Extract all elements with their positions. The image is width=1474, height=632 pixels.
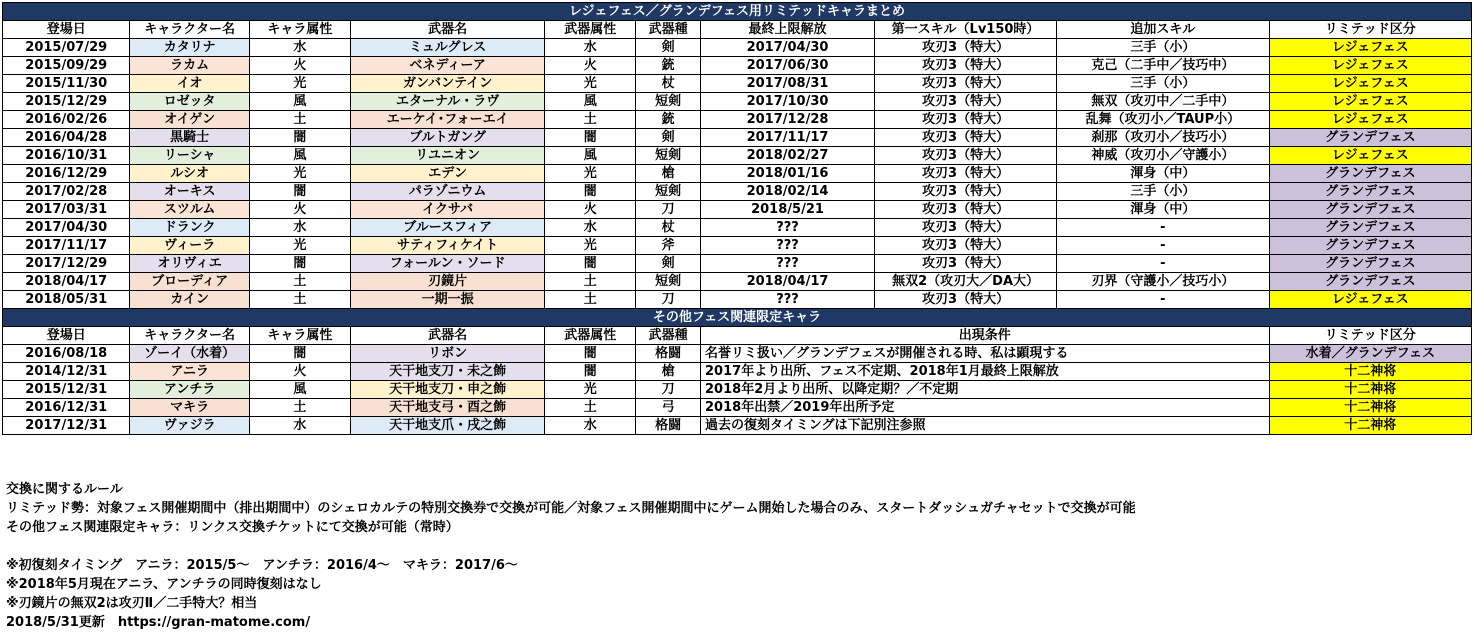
note-line: ※初復刻タイミング アニラ：2015/5～ アンチラ：2016/4～ マキラ：2017/6～ [6, 558, 518, 573]
character-element: 光 [249, 237, 350, 255]
first-skill: 攻刃3（特大） [875, 75, 1057, 93]
first-skill: 攻刃3（特大） [875, 201, 1057, 219]
limited-category: グランデフェス [1269, 201, 1471, 219]
column-header: 武器名 [351, 327, 545, 345]
table-row [3, 183, 1472, 201]
character-name: オイゲン [130, 111, 249, 129]
character-name: ブローディア [130, 273, 249, 291]
limited-category: グランデフェス [1269, 219, 1471, 237]
limited-category: レジェフェス [1269, 93, 1471, 111]
final-uncap-date: 2018/01/16 [701, 165, 875, 183]
release-date: 2017/11/17 [3, 237, 130, 255]
note-line: その他フェス関連限定キャラ：リンクス交換チケットにて交換が可能（常時） [6, 520, 459, 535]
column-header: リミテッド区分 [1269, 21, 1471, 39]
added-skill: - [1057, 219, 1269, 237]
limited-category: 十二神将 [1269, 417, 1471, 435]
table-row [3, 129, 1472, 147]
final-uncap-date: 2018/5/21 [701, 201, 875, 219]
weapon-name: ベネディーア [351, 57, 545, 75]
added-skill: 乱舞（攻刃小／TAUP小） [1057, 111, 1269, 129]
weapon-name: 一期一振 [351, 291, 545, 309]
weapon-element: 風 [545, 93, 636, 111]
note-line: ※2018年5月現在アニラ、アンチラの同時復刻はなし [6, 577, 322, 592]
table-row [3, 219, 1472, 237]
table-row [3, 147, 1472, 165]
notes-section [6, 480, 1136, 632]
weapon-name: フォールン・ソード [351, 255, 545, 273]
character-name: マキラ [130, 399, 249, 417]
table-title-row [3, 3, 1472, 21]
column-header: 登場日 [3, 21, 130, 39]
weapon-type: 短剣 [636, 93, 701, 111]
character-name: ルシオ [130, 165, 249, 183]
final-uncap-date: ??? [701, 237, 875, 255]
limited-category: レジェフェス [1269, 75, 1471, 93]
weapon-type: 杖 [636, 75, 701, 93]
weapon-name: エデン [351, 165, 545, 183]
added-skill: 克己（二手中／技巧中） [1057, 57, 1269, 75]
weapon-element: 闇 [545, 129, 636, 147]
note-line: 2018/5/31更新 https://gran-matome.com/ [6, 615, 311, 630]
weapon-type: 短剣 [636, 147, 701, 165]
appearance-condition: 名誉リミ扱い／グランデフェスが開催される時、私は顕現する [701, 345, 1270, 363]
character-element: 土 [249, 273, 350, 291]
added-skill: 渾身（中） [1057, 165, 1269, 183]
limited-category: レジェフェス [1269, 291, 1471, 309]
column-header: キャラ属性 [249, 21, 350, 39]
table-row [3, 345, 1472, 363]
weapon-element: 光 [545, 237, 636, 255]
character-name: アンチラ [130, 381, 249, 399]
added-skill: 無双（攻刃中／二手中） [1057, 93, 1269, 111]
final-uncap-date: ??? [701, 255, 875, 273]
character-element: 闇 [249, 255, 350, 273]
column-header: 武器種 [636, 21, 701, 39]
character-name: オーキス [130, 183, 249, 201]
release-date: 2017/12/31 [3, 417, 130, 435]
column-header: キャラクター名 [130, 327, 249, 345]
weapon-name: ブルトガング [351, 129, 545, 147]
release-date: 2017/03/31 [3, 201, 130, 219]
column-header: 武器属性 [545, 21, 636, 39]
character-element: 土 [249, 291, 350, 309]
weapon-element: 闇 [545, 255, 636, 273]
final-uncap-date: 2017/11/17 [701, 129, 875, 147]
weapon-element: 火 [545, 57, 636, 75]
weapon-type: 銃 [636, 111, 701, 129]
character-name: ゾーイ（水着） [130, 345, 249, 363]
note-line [6, 537, 1136, 556]
first-skill: 無双2（攻刃大／DA大） [875, 273, 1057, 291]
character-element: 水 [249, 417, 350, 435]
limited-category: 十二神将 [1269, 399, 1471, 417]
limited-category: レジェフェス [1269, 147, 1471, 165]
weapon-element: 光 [545, 165, 636, 183]
character-name: スツルム [130, 201, 249, 219]
character-name: カイン [130, 291, 249, 309]
weapon-element: 光 [545, 75, 636, 93]
weapon-element: 水 [545, 417, 636, 435]
weapon-type: 格闘 [636, 345, 701, 363]
character-name: リーシャ [130, 147, 249, 165]
appearance-condition: 2018年2月より出所、以降定期？／不定期 [701, 381, 1270, 399]
final-uncap-date: 2017/10/30 [701, 93, 875, 111]
final-uncap-date: 2017/04/30 [701, 39, 875, 57]
release-date: 2015/12/31 [3, 381, 130, 399]
final-uncap-date: ??? [701, 219, 875, 237]
character-element: 光 [249, 165, 350, 183]
weapon-type: 剣 [636, 255, 701, 273]
weapon-type: 剣 [636, 129, 701, 147]
limited-characters-table [2, 2, 1472, 435]
character-name: ラカム [130, 57, 249, 75]
release-date: 2015/09/29 [3, 57, 130, 75]
table-row [3, 417, 1472, 435]
limited-category: グランデフェス [1269, 183, 1471, 201]
character-element: 風 [249, 147, 350, 165]
release-date: 2016/10/31 [3, 147, 130, 165]
limited-category: レジェフェス [1269, 39, 1471, 57]
table-title: レジェフェス／グランデフェス用リミテッドキャラまとめ [3, 3, 1472, 21]
table-row [3, 255, 1472, 273]
first-skill: 攻刃3（特大） [875, 93, 1057, 111]
character-element: 闇 [249, 183, 350, 201]
weapon-name: リボン [351, 345, 545, 363]
added-skill: 渾身（中） [1057, 201, 1269, 219]
final-uncap-date: ??? [701, 291, 875, 309]
limited-category: グランデフェス [1269, 255, 1471, 273]
character-name: ドランク [130, 219, 249, 237]
limited-category: 十二神将 [1269, 363, 1471, 381]
release-date: 2017/02/28 [3, 183, 130, 201]
weapon-name: 天干地支刀・申之飾 [351, 381, 545, 399]
header-row [3, 327, 1472, 345]
column-header: 武器種 [636, 327, 701, 345]
weapon-type: 格闘 [636, 417, 701, 435]
first-skill: 攻刃3（特大） [875, 291, 1057, 309]
note-line: ※刃鏡片の無双2は攻刃Ⅱ／二手特大？相当 [6, 596, 258, 611]
final-uncap-date: 2017/12/28 [701, 111, 875, 129]
weapon-name: ガンバンテイン [351, 75, 545, 93]
weapon-name: 天干地支爪・戌之飾 [351, 417, 545, 435]
character-element: 闇 [249, 129, 350, 147]
table-row [3, 381, 1472, 399]
added-skill: - [1057, 291, 1269, 309]
release-date: 2015/12/29 [3, 93, 130, 111]
column-header: 登場日 [3, 327, 130, 345]
appearance-condition: 2018年出禁／2019年出所予定 [701, 399, 1270, 417]
weapon-name: ミュルグレス [351, 39, 545, 57]
weapon-type: 剣 [636, 39, 701, 57]
column-header: 武器属性 [545, 327, 636, 345]
limited-category: グランデフェス [1269, 165, 1471, 183]
weapon-type: 刀 [636, 381, 701, 399]
weapon-type: 銃 [636, 57, 701, 75]
final-uncap-date: 2018/02/14 [701, 183, 875, 201]
release-date: 2016/12/29 [3, 165, 130, 183]
limited-category: グランデフェス [1269, 237, 1471, 255]
weapon-type: 槍 [636, 363, 701, 381]
release-date: 2015/07/29 [3, 39, 130, 57]
character-element: 土 [249, 399, 350, 417]
weapon-name: イクサバ [351, 201, 545, 219]
column-header: キャラクター名 [130, 21, 249, 39]
character-name: ヴィーラ [130, 237, 249, 255]
character-element: 光 [249, 75, 350, 93]
weapon-element: 水 [545, 39, 636, 57]
weapon-element: 土 [545, 291, 636, 309]
weapon-name: ブルースフィア [351, 219, 545, 237]
weapon-name: リユニオン [351, 147, 545, 165]
release-date: 2016/08/18 [3, 345, 130, 363]
character-element: 火 [249, 363, 350, 381]
weapon-type: 刀 [636, 201, 701, 219]
weapon-element: 風 [545, 147, 636, 165]
added-skill: - [1057, 255, 1269, 273]
weapon-element: 土 [545, 399, 636, 417]
release-date: 2014/12/31 [3, 363, 130, 381]
character-name: 黒騎士 [130, 129, 249, 147]
weapon-type: 弓 [636, 399, 701, 417]
first-skill: 攻刃3（特大） [875, 237, 1057, 255]
column-header: 最終上限解放 [701, 21, 875, 39]
release-date: 2016/04/28 [3, 129, 130, 147]
column-header: 第一スキル（Lv150時） [875, 21, 1057, 39]
character-name: ロゼッタ [130, 93, 249, 111]
added-skill: 三手（小） [1057, 75, 1269, 93]
weapon-element: 光 [545, 381, 636, 399]
limited-category: 十二神将 [1269, 381, 1471, 399]
weapon-name: エターナル・ラヴ [351, 93, 545, 111]
notes-heading: 交換に関するルール [6, 482, 123, 497]
weapon-name: パラゾニウム [351, 183, 545, 201]
weapon-name: サティフィケイト [351, 237, 545, 255]
weapon-name: エーケイ･フォーエイ [351, 111, 545, 129]
first-skill: 攻刃3（特大） [875, 219, 1057, 237]
limited-category: 水着／グランデフェス [1269, 345, 1471, 363]
weapon-element: 闇 [545, 345, 636, 363]
table-row [3, 237, 1472, 255]
table-row [3, 201, 1472, 219]
weapon-type: 杖 [636, 219, 701, 237]
final-uncap-date: 2018/02/27 [701, 147, 875, 165]
table-row [3, 363, 1472, 381]
limited-category: レジェフェス [1269, 57, 1471, 75]
appearance-condition: 2017年より出所、フェス不定期、2018年1月最終上限解放 [701, 363, 1270, 381]
character-name: イオ [130, 75, 249, 93]
character-element: 闇 [249, 345, 350, 363]
limited-category: グランデフェス [1269, 273, 1471, 291]
added-skill: - [1057, 237, 1269, 255]
table-row [3, 93, 1472, 111]
character-name: カタリナ [130, 39, 249, 57]
weapon-type: 槍 [636, 165, 701, 183]
column-header: 追加スキル [1057, 21, 1269, 39]
table-row [3, 399, 1472, 417]
appearance-condition: 過去の復刻タイミングは下記別注参照 [701, 417, 1270, 435]
character-name: ヴァジラ [130, 417, 249, 435]
section-title-row [3, 309, 1472, 327]
weapon-name: 刃鏡片 [351, 273, 545, 291]
character-element: 火 [249, 201, 350, 219]
table-row [3, 39, 1472, 57]
character-element: 水 [249, 39, 350, 57]
note-line: リミテッド勢：対象フェス開催期間中（排出期間中）のシェロカルテの特別交換券で交換が可能／対象フェス開催期間中にゲーム開始した場合のみ、スタートダッシュガチャセットで交換が可能 [6, 501, 1136, 516]
character-name: オリヴィエ [130, 255, 249, 273]
first-skill: 攻刃3（特大） [875, 57, 1057, 75]
table-row [3, 111, 1472, 129]
release-date: 2016/02/26 [3, 111, 130, 129]
weapon-element: 土 [545, 273, 636, 291]
added-skill: 三手（小） [1057, 39, 1269, 57]
weapon-type: 短剣 [636, 273, 701, 291]
column-header: リミテッド区分 [1269, 327, 1471, 345]
table-row [3, 165, 1472, 183]
table-row [3, 75, 1472, 93]
release-date: 2018/05/31 [3, 291, 130, 309]
weapon-element: 闇 [545, 363, 636, 381]
added-skill: 刃界（守護小／技巧小） [1057, 273, 1269, 291]
weapon-element: 火 [545, 201, 636, 219]
table-row [3, 57, 1472, 75]
character-element: 火 [249, 57, 350, 75]
first-skill: 攻刃3（特大） [875, 111, 1057, 129]
final-uncap-date: 2018/04/17 [701, 273, 875, 291]
weapon-element: 闇 [545, 183, 636, 201]
weapon-name: 天干地支弓・酉之飾 [351, 399, 545, 417]
first-skill: 攻刃3（特大） [875, 147, 1057, 165]
weapon-element: 水 [545, 219, 636, 237]
final-uncap-date: 2017/08/31 [701, 75, 875, 93]
weapon-name: 天干地支刀・未之飾 [351, 363, 545, 381]
release-date: 2016/12/31 [3, 399, 130, 417]
section-title: その他フェス関連限定キャラ [3, 309, 1472, 327]
added-skill: 刹那（攻刃小／技巧小） [1057, 129, 1269, 147]
first-skill: 攻刃3（特大） [875, 39, 1057, 57]
character-element: 風 [249, 381, 350, 399]
column-header: キャラ属性 [249, 327, 350, 345]
character-element: 水 [249, 219, 350, 237]
weapon-type: 刀 [636, 291, 701, 309]
first-skill: 攻刃3（特大） [875, 165, 1057, 183]
table-row [3, 273, 1472, 291]
added-skill: 神威（攻刃小／守護小） [1057, 147, 1269, 165]
column-header: 武器名 [351, 21, 545, 39]
character-element: 風 [249, 93, 350, 111]
character-element: 土 [249, 111, 350, 129]
first-skill: 攻刃3（特大） [875, 255, 1057, 273]
release-date: 2015/11/30 [3, 75, 130, 93]
weapon-type: 短剣 [636, 183, 701, 201]
table-row [3, 291, 1472, 309]
weapon-element: 土 [545, 111, 636, 129]
first-skill: 攻刃3（特大） [875, 183, 1057, 201]
added-skill: 三手（小） [1057, 183, 1269, 201]
release-date: 2017/12/29 [3, 255, 130, 273]
character-name: アニラ [130, 363, 249, 381]
release-date: 2018/04/17 [3, 273, 130, 291]
release-date: 2017/04/30 [3, 219, 130, 237]
header-row [3, 21, 1472, 39]
limited-category: レジェフェス [1269, 111, 1471, 129]
column-header: 出現条件 [701, 327, 1270, 345]
final-uncap-date: 2017/06/30 [701, 57, 875, 75]
first-skill: 攻刃3（特大） [875, 129, 1057, 147]
weapon-type: 斧 [636, 237, 701, 255]
limited-category: グランデフェス [1269, 129, 1471, 147]
